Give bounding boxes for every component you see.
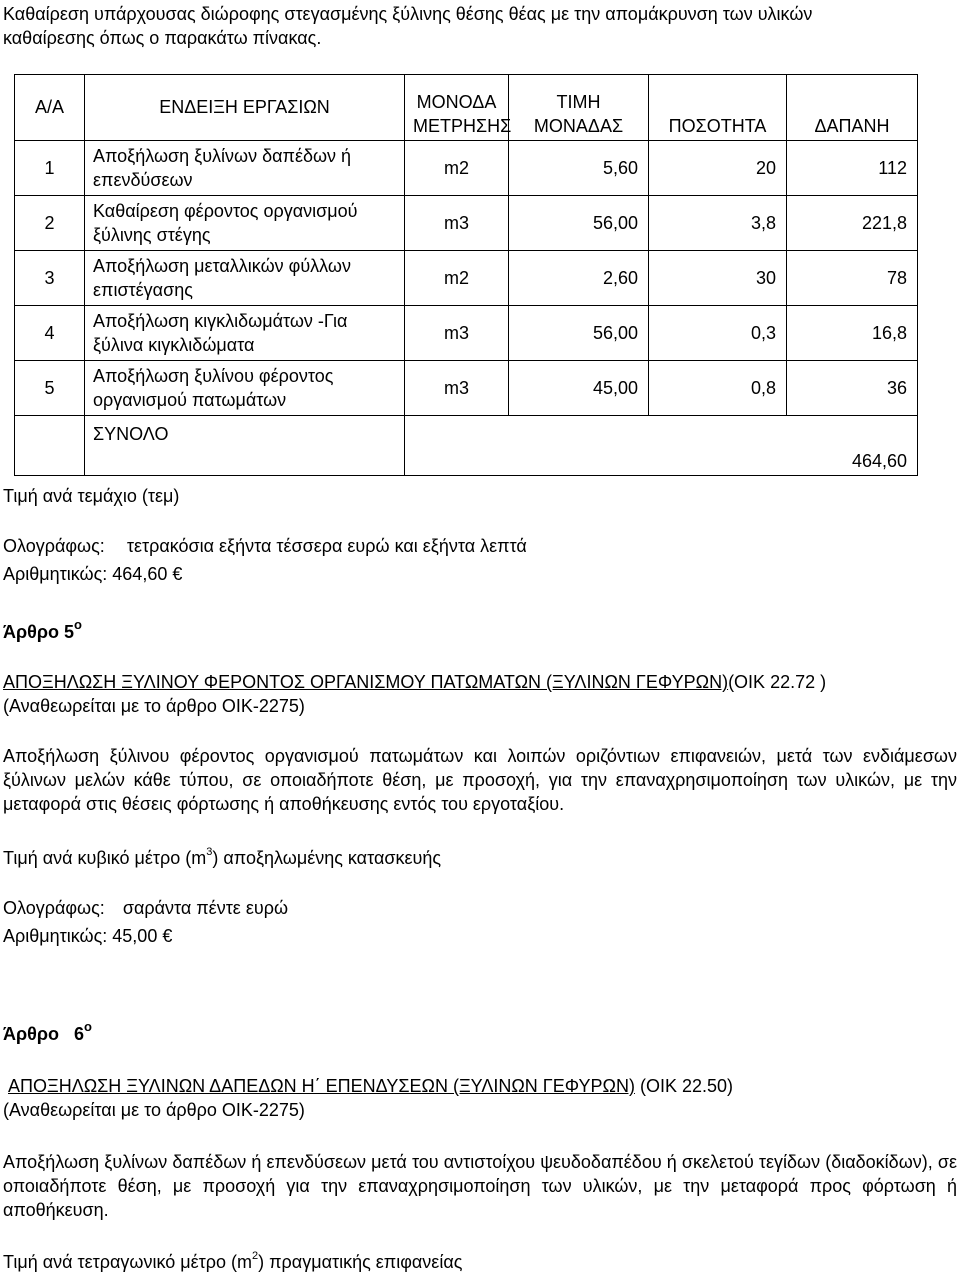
header-cost: ΔΑΠΑΝΗ — [787, 75, 918, 141]
words-value: τετρακόσια εξήντα τέσσερα ευρώ και εξήντα λεπτά — [126, 536, 527, 556]
row-aa: 5 — [15, 361, 85, 416]
row-cost: 16,8 — [787, 306, 918, 361]
row-price: 5,60 — [509, 141, 649, 196]
row-price: 2,60 — [509, 251, 649, 306]
total-value: 464,60 — [405, 416, 918, 476]
row-unit: m3 — [405, 196, 509, 251]
cost-table — [14, 74, 918, 476]
row-qty: 0,3 — [649, 306, 787, 361]
article-heading-code: (ΟΙΚ 22.50) — [639, 1076, 734, 1096]
price-piece-number — [3, 562, 182, 586]
article-5-ref: (Αναθεωρείται με το άρθρο ΟΙΚ-2275) — [3, 696, 305, 716]
header-unit: ΜΟΝΟΔΑ ΜΕΤΡΗΣΗΣ — [405, 75, 509, 141]
header-qty: ΠΟΣΟΤΗΤΑ — [649, 75, 787, 141]
row-unit: m3 — [405, 306, 509, 361]
header-price: ΤΙΜΗ ΜΟΝΑΔΑΣ — [509, 75, 649, 141]
table-row — [15, 196, 918, 251]
number-value: 464,60 € — [112, 564, 183, 584]
article-5-words — [3, 896, 288, 920]
header-aa: Α/Α — [15, 75, 85, 141]
words-label: Ολογράφως: — [3, 898, 105, 918]
row-unit: m3 — [405, 361, 509, 416]
article-heading-text: ΑΠΟΞΗΛΩΣΗ ΞΥΛΙΝΟΥ ΦΕΡΟΝΤΟΣ ΟΡΓΑΝΙΣΜΟΥ ΠΑΤΩΜΑΤΩΝ (ΞΥΛΙΝΩΝ ΓΕΦΥΡΩΝ) — [3, 672, 729, 692]
table-row — [15, 306, 918, 361]
row-price: 56,00 — [509, 196, 649, 251]
article-title-sup: ο — [84, 1019, 92, 1034]
row-unit: m2 — [405, 251, 509, 306]
row-work: Αποξήλωση ξυλίνων δαπέδων ή επενδύσεων — [85, 141, 405, 196]
price-piece-label: Τιμή ανά τεμάχιο (τεμ) — [3, 486, 180, 506]
price-label-sup: 3 — [206, 846, 213, 858]
row-cost: 78 — [787, 251, 918, 306]
total-empty-cell — [15, 416, 85, 476]
number-label: Αριθμητικώς: — [3, 926, 108, 946]
article-title-sup: ο — [74, 617, 82, 632]
article-title-text: Άρθρο 6 — [3, 1024, 85, 1044]
article-6-heading — [8, 1074, 733, 1098]
table-row — [15, 141, 918, 196]
number-label: Αριθμητικώς: — [3, 564, 108, 584]
price-label-b: ) αποξηλωμένης κατασκευής — [212, 848, 442, 868]
price-label-b: ) πραγματικής επιφανείας — [258, 1252, 463, 1272]
row-aa: 4 — [15, 306, 85, 361]
row-qty: 3,8 — [649, 196, 787, 251]
row-cost: 221,8 — [787, 196, 918, 251]
article-heading-text: ΑΠΟΞΗΛΩΣΗ ΞΥΛΙΝΩΝ ΔΑΠΕΔΩΝ Η΄ ΕΠΕΝΔΥΣΕΩΝ (ΞΥΛΙΝΩΝ ΓΕΦΥΡΩΝ) — [8, 1076, 635, 1096]
number-value: 45,00 € — [112, 926, 173, 946]
row-work: Αποξήλωση μεταλλικών φύλλων επιστέγασης — [85, 251, 405, 306]
article-6-description: Αποξήλωση ξυλίνων δαπέδων ή επενδύσεων μετά του αντιστοίχου ψευδοδαπέδου ή σκελετού τεγίδων (διαδοκίδων), σε οποιαδήποτε θέση, με προσοχή για την επαναχρησιμοποίηση των υλικών, με την μεταφορά προς φόρτωση ή αποθήκευση. — [3, 1152, 957, 1220]
price-label-a: Τιμή ανά κυβικό μέτρο (m — [3, 848, 207, 868]
row-cost: 36 — [787, 361, 918, 416]
row-work: Καθαίρεση φέροντος οργανισμού ξύλινης στέγης — [85, 196, 405, 251]
article-5-heading — [3, 670, 826, 694]
intro-line-2: καθαίρεσης όπως ο παρακάτω πίνακας. — [3, 28, 322, 48]
header-work: ΕΝΔΕΙΞΗ ΕΡΓΑΣΙΩΝ — [85, 75, 405, 141]
article-5-number — [3, 924, 172, 948]
table-row — [15, 251, 918, 306]
article-title-text: Άρθρο 5 — [3, 622, 75, 642]
row-qty: 30 — [649, 251, 787, 306]
words-label: Ολογράφως: — [3, 536, 105, 556]
row-work: Αποξήλωση κιγκλιδωμάτων -Για ξύλινα κιγκλιδώματα — [85, 306, 405, 361]
article-5-description: Αποξήλωση ξύλινου φέροντος οργανισμού πατωμάτων και λοιπών οριζόντιων επιφανειών, μετά των ενδιάμεσων ξύλινων μελών κάθε τύπου, σε οποιαδήποτε θέση, με προσοχή, για την επαναχρησιμοποίηση των υλικών, με την μεταφορά στις θέσεις φόρτωσης ή αποθήκευσης εντός του εργοταξίου. — [3, 746, 957, 814]
article-6-ref: (Αναθεωρείται με το άρθρο ΟΙΚ-2275) — [3, 1100, 305, 1120]
table-row — [15, 361, 918, 416]
row-aa: 2 — [15, 196, 85, 251]
price-piece-words — [3, 534, 527, 558]
row-qty: 0,8 — [649, 361, 787, 416]
price-label-sup: 2 — [252, 1250, 259, 1262]
row-qty: 20 — [649, 141, 787, 196]
intro-line-1: Καθαίρεση υπάρχουσας διώροφης στεγασμένης ξύλινης θέσης θέας με την απομάκρυνση των υλικών — [3, 4, 813, 24]
row-price: 56,00 — [509, 306, 649, 361]
row-aa: 3 — [15, 251, 85, 306]
article-6-title — [3, 1019, 92, 1046]
article-5-price-label — [3, 846, 441, 870]
article-5-title — [3, 617, 82, 644]
total-label: ΣΥΝΟΛΟ — [85, 416, 405, 476]
row-price: 45,00 — [509, 361, 649, 416]
table-header-row — [15, 75, 918, 141]
row-cost: 112 — [787, 141, 918, 196]
row-unit: m2 — [405, 141, 509, 196]
table-total-row — [15, 416, 918, 476]
words-value: σαράντα πέντε ευρώ — [122, 898, 288, 918]
article-heading-code: (ΟΙΚ 22.72 ) — [728, 672, 827, 692]
article-6-price-label — [3, 1250, 462, 1274]
price-label-a: Τιμή ανά τετραγωνικό μέτρο (m — [3, 1252, 253, 1272]
row-work: Αποξήλωση ξυλίνου φέροντος οργανισμού πατωμάτων — [85, 361, 405, 416]
row-aa: 1 — [15, 141, 85, 196]
